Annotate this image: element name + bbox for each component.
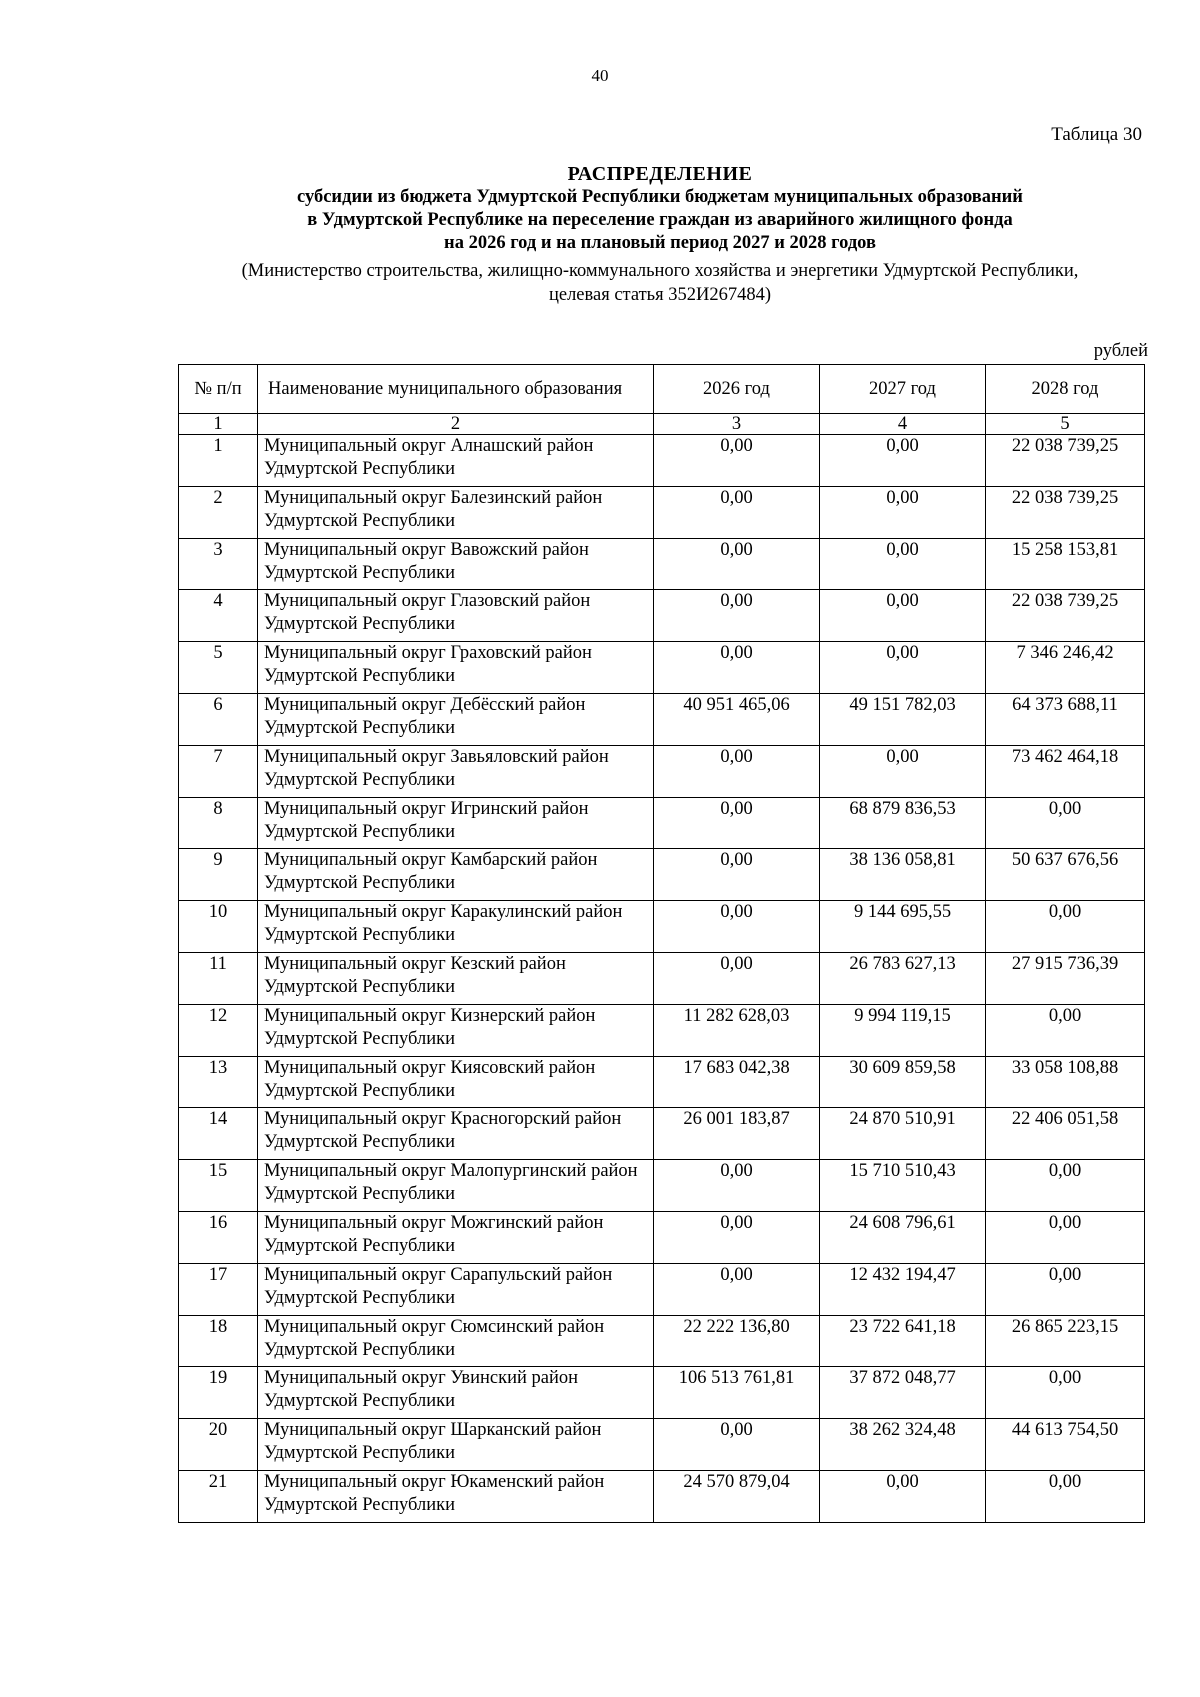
row-number: 7 bbox=[179, 745, 258, 797]
header-2028: 2028 год bbox=[986, 365, 1145, 414]
column-number: 5 bbox=[986, 414, 1145, 435]
value-2028: 27 915 736,39 bbox=[986, 952, 1145, 1004]
column-number: 1 bbox=[179, 414, 258, 435]
value-2026: 0,00 bbox=[654, 849, 820, 901]
title-line-1: субсидии из бюджета Удмуртской Республики бюджетам муниципальных образований bbox=[297, 187, 1023, 207]
title-line-2: в Удмуртской Республике на переселение граждан из аварийного жилищного фонда bbox=[307, 210, 1013, 230]
table-row bbox=[179, 590, 1145, 642]
table-row bbox=[179, 1419, 1145, 1471]
value-2028: 0,00 bbox=[986, 1470, 1145, 1522]
value-2026: 0,00 bbox=[654, 1419, 820, 1471]
municipality-name: Муниципальный округ Малопургинский район Удмуртской Республики bbox=[258, 1160, 654, 1212]
title-line-3: на 2026 год и на плановый период 2027 и 2028 годов bbox=[444, 233, 876, 253]
value-2026: 26 001 183,87 bbox=[654, 1108, 820, 1160]
row-number: 2 bbox=[179, 486, 258, 538]
municipality-name: Муниципальный округ Глазовский район Удмуртской Республики bbox=[258, 590, 654, 642]
value-2027: 0,00 bbox=[820, 745, 986, 797]
row-number: 1 bbox=[179, 435, 258, 487]
row-number: 20 bbox=[179, 1419, 258, 1471]
municipality-name: Муниципальный округ Камбарский район Удмуртской Республики bbox=[258, 849, 654, 901]
subtitle-line-2: целевая статья 352И267484) bbox=[548, 285, 772, 305]
value-2027: 68 879 836,53 bbox=[820, 797, 986, 849]
value-2027: 24 608 796,61 bbox=[820, 1211, 986, 1263]
header-num: № п/п bbox=[179, 365, 258, 414]
value-2028: 64 373 688,11 bbox=[986, 693, 1145, 745]
value-2028: 0,00 bbox=[986, 1211, 1145, 1263]
value-2026: 0,00 bbox=[654, 486, 820, 538]
row-number: 13 bbox=[179, 1056, 258, 1108]
table-row bbox=[179, 1160, 1145, 1212]
value-2028: 22 038 739,25 bbox=[986, 435, 1145, 487]
header-name: Наименование муниципального образования bbox=[258, 365, 654, 414]
value-2028: 0,00 bbox=[986, 1160, 1145, 1212]
subtitle-line-1: (Министерство строительства, жилищно-коммунального хозяйства и энергетики Удмуртской Республики, bbox=[241, 261, 1079, 281]
title-block bbox=[160, 162, 1160, 307]
value-2026: 0,00 bbox=[654, 538, 820, 590]
value-2027: 0,00 bbox=[820, 1470, 986, 1522]
value-2026: 0,00 bbox=[654, 797, 820, 849]
value-2028: 22 038 739,25 bbox=[986, 590, 1145, 642]
column-number-row bbox=[179, 414, 1145, 435]
table-row bbox=[179, 1108, 1145, 1160]
municipality-name: Муниципальный округ Граховский район Удмуртской Республики bbox=[258, 642, 654, 694]
value-2027: 9 994 119,15 bbox=[820, 1004, 986, 1056]
value-2028: 33 058 108,88 bbox=[986, 1056, 1145, 1108]
value-2028: 15 258 153,81 bbox=[986, 538, 1145, 590]
row-number: 16 bbox=[179, 1211, 258, 1263]
value-2027: 0,00 bbox=[820, 435, 986, 487]
municipality-name: Муниципальный округ Сарапульский район Удмуртской Республики bbox=[258, 1263, 654, 1315]
row-number: 18 bbox=[179, 1315, 258, 1367]
document-title: РАСПРЕДЕЛЕНИЕ bbox=[567, 163, 753, 185]
row-number: 17 bbox=[179, 1263, 258, 1315]
municipality-name: Муниципальный округ Киясовский район Удмуртской Республики bbox=[258, 1056, 654, 1108]
row-number: 10 bbox=[179, 901, 258, 953]
table-body bbox=[179, 435, 1145, 1523]
table-row bbox=[179, 901, 1145, 953]
table-row bbox=[179, 952, 1145, 1004]
municipality-name: Муниципальный округ Шарканский район Удмуртской Республики bbox=[258, 1419, 654, 1471]
value-2028: 0,00 bbox=[986, 1367, 1145, 1419]
value-2028: 7 346 246,42 bbox=[986, 642, 1145, 694]
value-2027: 12 432 194,47 bbox=[820, 1263, 986, 1315]
municipality-name: Муниципальный округ Сюмсинский район Удмуртской Республики bbox=[258, 1315, 654, 1367]
subtitle bbox=[160, 259, 1160, 307]
value-2027: 15 710 510,43 bbox=[820, 1160, 986, 1212]
table-row bbox=[179, 693, 1145, 745]
value-2026: 17 683 042,38 bbox=[654, 1056, 820, 1108]
table-row bbox=[179, 745, 1145, 797]
value-2026: 0,00 bbox=[654, 1160, 820, 1212]
municipality-name: Муниципальный округ Завьяловский район Удмуртской Республики bbox=[258, 745, 654, 797]
value-2026: 24 570 879,04 bbox=[654, 1470, 820, 1522]
row-number: 9 bbox=[179, 849, 258, 901]
municipality-name: Муниципальный округ Кезский район Удмуртской Республики bbox=[258, 952, 654, 1004]
value-2028: 26 865 223,15 bbox=[986, 1315, 1145, 1367]
value-2028: 0,00 bbox=[986, 901, 1145, 953]
distribution-table bbox=[178, 364, 1145, 1523]
value-2027: 0,00 bbox=[820, 486, 986, 538]
value-2026: 11 282 628,03 bbox=[654, 1004, 820, 1056]
value-2026: 0,00 bbox=[654, 642, 820, 694]
row-number: 5 bbox=[179, 642, 258, 694]
value-2027: 0,00 bbox=[820, 642, 986, 694]
value-2028: 0,00 bbox=[986, 797, 1145, 849]
page-number: 40 bbox=[591, 66, 609, 85]
value-2027: 26 783 627,13 bbox=[820, 952, 986, 1004]
row-number: 15 bbox=[179, 1160, 258, 1212]
value-2027: 49 151 782,03 bbox=[820, 693, 986, 745]
value-2028: 0,00 bbox=[986, 1004, 1145, 1056]
table-row bbox=[179, 1211, 1145, 1263]
municipality-name: Муниципальный округ Дебёсский район Удмуртской Республики bbox=[258, 693, 654, 745]
table-row bbox=[179, 1315, 1145, 1367]
municipality-name: Муниципальный округ Можгинский район Удмуртской Республики bbox=[258, 1211, 654, 1263]
table-row bbox=[179, 1056, 1145, 1108]
row-number: 6 bbox=[179, 693, 258, 745]
table-row bbox=[179, 435, 1145, 487]
table-label: Таблица 30 bbox=[1051, 124, 1142, 145]
value-2026: 106 513 761,81 bbox=[654, 1367, 820, 1419]
value-2028: 0,00 bbox=[986, 1263, 1145, 1315]
value-2028: 50 637 676,56 bbox=[986, 849, 1145, 901]
table-row bbox=[179, 486, 1145, 538]
table-row bbox=[179, 1470, 1145, 1522]
row-number: 14 bbox=[179, 1108, 258, 1160]
row-number: 12 bbox=[179, 1004, 258, 1056]
row-number: 11 bbox=[179, 952, 258, 1004]
value-2028: 73 462 464,18 bbox=[986, 745, 1145, 797]
value-2028: 22 406 051,58 bbox=[986, 1108, 1145, 1160]
value-2027: 0,00 bbox=[820, 590, 986, 642]
table-row bbox=[179, 1367, 1145, 1419]
value-2026: 0,00 bbox=[654, 435, 820, 487]
municipality-name: Муниципальный округ Красногорский район Удмуртской Республики bbox=[258, 1108, 654, 1160]
value-2026: 0,00 bbox=[654, 1263, 820, 1315]
municipality-name: Муниципальный округ Балезинский район Удмуртской Республики bbox=[258, 486, 654, 538]
table-row bbox=[179, 538, 1145, 590]
value-2026: 22 222 136,80 bbox=[654, 1315, 820, 1367]
value-2027: 38 136 058,81 bbox=[820, 849, 986, 901]
column-number: 3 bbox=[654, 414, 820, 435]
table-row bbox=[179, 1263, 1145, 1315]
value-2027: 23 722 641,18 bbox=[820, 1315, 986, 1367]
column-number: 4 bbox=[820, 414, 986, 435]
value-2027: 37 872 048,77 bbox=[820, 1367, 986, 1419]
value-2027: 0,00 bbox=[820, 538, 986, 590]
table-row bbox=[179, 642, 1145, 694]
header-2027: 2027 год bbox=[820, 365, 986, 414]
value-2027: 24 870 510,91 bbox=[820, 1108, 986, 1160]
value-2026: 0,00 bbox=[654, 1211, 820, 1263]
municipality-name: Муниципальный округ Каракулинский район Удмуртской Республики bbox=[258, 901, 654, 953]
value-2026: 0,00 bbox=[654, 590, 820, 642]
header-2026: 2026 год bbox=[654, 365, 820, 414]
row-number: 8 bbox=[179, 797, 258, 849]
municipality-name: Муниципальный округ Кизнерский район Удмуртской Республики bbox=[258, 1004, 654, 1056]
value-2026: 40 951 465,06 bbox=[654, 693, 820, 745]
row-number: 21 bbox=[179, 1470, 258, 1522]
table-row bbox=[179, 797, 1145, 849]
table-row bbox=[179, 1004, 1145, 1056]
value-2027: 9 144 695,55 bbox=[820, 901, 986, 953]
row-number: 3 bbox=[179, 538, 258, 590]
table-row bbox=[179, 849, 1145, 901]
value-2026: 0,00 bbox=[654, 745, 820, 797]
municipality-name: Муниципальный округ Вавожский район Удмуртской Республики bbox=[258, 538, 654, 590]
municipality-name: Муниципальный округ Увинский район Удмуртской Республики bbox=[258, 1367, 654, 1419]
municipality-name: Муниципальный округ Юкаменский район Удмуртской Республики bbox=[258, 1470, 654, 1522]
value-2028: 44 613 754,50 bbox=[986, 1419, 1145, 1471]
value-2028: 22 038 739,25 bbox=[986, 486, 1145, 538]
municipality-name: Муниципальный округ Алнашский район Удмуртской Республики bbox=[258, 435, 654, 487]
value-2026: 0,00 bbox=[654, 952, 820, 1004]
value-2027: 30 609 859,58 bbox=[820, 1056, 986, 1108]
row-number: 4 bbox=[179, 590, 258, 642]
municipality-name: Муниципальный округ Игринский район Удмуртской Республики bbox=[258, 797, 654, 849]
value-2026: 0,00 bbox=[654, 901, 820, 953]
value-2027: 38 262 324,48 bbox=[820, 1419, 986, 1471]
header-row bbox=[179, 365, 1145, 414]
units-label: рублей bbox=[1093, 341, 1148, 361]
column-number: 2 bbox=[258, 414, 654, 435]
row-number: 19 bbox=[179, 1367, 258, 1419]
